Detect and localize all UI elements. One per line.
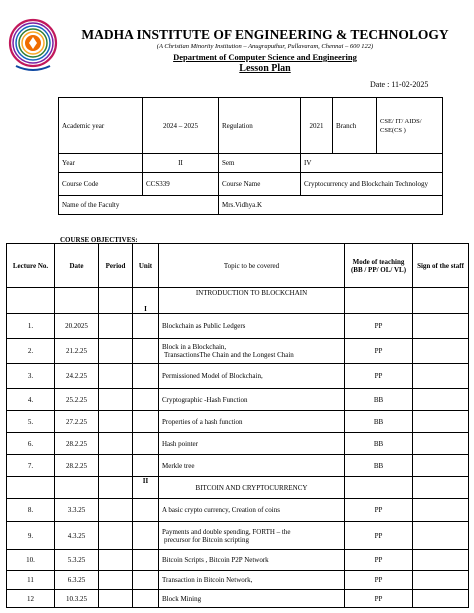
table-row: [7, 389, 469, 411]
topic-cell: Hash pointer: [159, 433, 345, 455]
unit-cell: [133, 433, 159, 455]
sign-cell: [413, 411, 469, 433]
topic-cell: Block in a Blockchain, TransactionsThe Chain and the Longest Chain: [159, 339, 345, 364]
lecture-no-cell: 3.: [7, 364, 55, 389]
col-topic: Topic to be covered: [159, 244, 345, 288]
lecture-no-cell: 9.: [7, 522, 55, 550]
mode-cell: BB: [345, 455, 413, 477]
unit-row: [7, 288, 469, 314]
unit-cell: [133, 522, 159, 550]
col-sign: Sign of the staff: [413, 244, 469, 288]
lecture-date-cell: 21.2.25: [55, 339, 99, 364]
mode-cell: PP: [345, 571, 413, 590]
mode-cell: BB: [345, 389, 413, 411]
sign-cell: [413, 571, 469, 590]
unit-number: II: [133, 477, 159, 499]
lecture-no-cell: 6.: [7, 433, 55, 455]
lecture-no-cell: 2.: [7, 339, 55, 364]
sign-cell: [413, 433, 469, 455]
unit-cell: [133, 455, 159, 477]
topic-cell: Merkle tree: [159, 455, 345, 477]
topic-cell: Bitcoin Scripts , Bitcoin P2P Network: [159, 550, 345, 571]
period-cell: [99, 411, 133, 433]
branch-value: CSE/ IT/ AIDS/ CSE(CS ): [377, 98, 443, 154]
course-info-table: [58, 97, 443, 215]
header-row: [7, 244, 469, 288]
year-value: II: [143, 154, 219, 173]
sem-label: Sem: [219, 154, 301, 173]
lecture-date-cell: 10.3.25: [55, 590, 99, 608]
lesson-plan-table: [6, 243, 469, 608]
period-cell: [99, 389, 133, 411]
regulation-label: Regulation: [219, 98, 301, 154]
lecture-no-cell: 8.: [7, 499, 55, 522]
unit-cell: [133, 389, 159, 411]
institute-name: MADHA INSTITUTE OF ENGINEERING & TECHNOLOGY: [81, 27, 449, 42]
unit-cell: [133, 314, 159, 339]
period-cell: [99, 571, 133, 590]
course-objectives-label: COURSE OBJECTIVES:: [60, 236, 138, 244]
col-mode: Mode of teaching (BB / PP/ OL/ VL): [345, 244, 413, 288]
topic-cell: Transaction in Bitcoin Network,: [159, 571, 345, 590]
lecture-no-cell: 12: [7, 590, 55, 608]
topic-cell: Cryptographic -Hash Function: [159, 389, 345, 411]
unit-cell: [133, 499, 159, 522]
lecture-date-cell: 4.3.25: [55, 522, 99, 550]
mode-cell: PP: [345, 364, 413, 389]
unit-cell: [133, 550, 159, 571]
sign-cell: [413, 550, 469, 571]
table-row: [7, 455, 469, 477]
mode-cell: PP: [345, 339, 413, 364]
sign-cell: [413, 522, 469, 550]
unit-title: BITCOIN AND CRYPTOCURRENCY: [159, 477, 345, 499]
lecture-date-cell: 6.3.25: [55, 571, 99, 590]
period-cell: [99, 499, 133, 522]
col-period: Period: [99, 244, 133, 288]
sign-cell: [413, 339, 469, 364]
academic-year-value: 2024 – 2025: [143, 98, 219, 154]
topic-cell: A basic crypto currency, Creation of coins: [159, 499, 345, 522]
table-row: [7, 499, 469, 522]
lecture-no-cell: 11: [7, 571, 55, 590]
period-cell: [99, 522, 133, 550]
mode-cell: PP: [345, 590, 413, 608]
unit-cell: [133, 590, 159, 608]
sign-cell: [413, 364, 469, 389]
lecture-date-cell: 5.3.25: [55, 550, 99, 571]
college-logo: [8, 16, 58, 74]
sem-value: IV: [301, 154, 443, 173]
topic-cell: Block Mining: [159, 590, 345, 608]
lecture-no-cell: 4.: [7, 389, 55, 411]
topic-cell: Payments and double spending, FORTH – the precursor for Bitcoin scripting: [159, 522, 345, 550]
lecture-no-cell: 10.: [7, 550, 55, 571]
lecture-no-cell: 7.: [7, 455, 55, 477]
sign-cell: [413, 499, 469, 522]
lecture-date-cell: 27.2.25: [55, 411, 99, 433]
table-row: [7, 364, 469, 389]
course-name-value: Cryptocurrency and Blockchain Technology: [301, 173, 443, 196]
mode-cell: PP: [345, 550, 413, 571]
regulation-value: 2021: [301, 98, 333, 154]
year-label: Year: [59, 154, 143, 173]
course-code-value: CCS339: [143, 173, 219, 196]
period-cell: [99, 590, 133, 608]
table-row: [7, 314, 469, 339]
course-code-label: Course Code: [59, 173, 143, 196]
table-row: [7, 571, 469, 590]
topic-cell: Blockchain as Public Ledgers: [159, 314, 345, 339]
lecture-date-cell: 20.2025: [55, 314, 99, 339]
col-unit: Unit: [133, 244, 159, 288]
unit-cell: [133, 571, 159, 590]
col-lecture: Lecture No.: [7, 244, 55, 288]
institute-subtitle: (A Christian Minority Institution – Anugraputhur, Pullavaram, Chennai – 600 122): [156, 43, 374, 50]
faculty-label: Name of the Faculty: [59, 196, 219, 215]
table-row: [7, 433, 469, 455]
sign-cell: [413, 590, 469, 608]
unit-title: INTRODUCTION TO BLOCKCHAIN: [159, 288, 345, 314]
lecture-date-cell: 25.2.25: [55, 389, 99, 411]
sign-cell: [413, 455, 469, 477]
lecture-date-cell: 28.2.25: [55, 455, 99, 477]
period-cell: [99, 339, 133, 364]
table-row: [7, 590, 469, 608]
course-name-label: Course Name: [219, 173, 301, 196]
lecture-no-cell: 1.: [7, 314, 55, 339]
unit-number: I: [133, 288, 159, 314]
period-cell: [99, 314, 133, 339]
mode-cell: BB: [345, 411, 413, 433]
unit-cell: [133, 364, 159, 389]
mode-cell: BB: [345, 433, 413, 455]
mode-cell: PP: [345, 314, 413, 339]
table-row: [7, 550, 469, 571]
department-name: Department of Computer Science and Engineering: [173, 52, 357, 62]
mode-cell: PP: [345, 522, 413, 550]
table-row: [7, 339, 469, 364]
document-date: Date : 11-02-2025: [370, 80, 429, 89]
lecture-date-cell: 24.2.25: [55, 364, 99, 389]
table-row: [7, 522, 469, 550]
topic-cell: Properties of a hash function: [159, 411, 345, 433]
lecture-date-cell: 28.2.25: [55, 433, 99, 455]
table-row: [7, 411, 469, 433]
branch-label: Branch: [333, 98, 377, 154]
period-cell: [99, 433, 133, 455]
faculty-value: Mrs.Vidhya.K: [219, 196, 443, 215]
mode-cell: PP: [345, 499, 413, 522]
document-title: Lesson Plan: [239, 63, 291, 74]
unit-cell: [133, 339, 159, 364]
col-date: Date: [55, 244, 99, 288]
academic-year-label: Academic year: [59, 98, 143, 154]
lecture-date-cell: 3.3.25: [55, 499, 99, 522]
period-cell: [99, 455, 133, 477]
sign-cell: [413, 389, 469, 411]
unit-cell: [133, 411, 159, 433]
topic-cell: Permissioned Model of Blockchain,: [159, 364, 345, 389]
period-cell: [99, 364, 133, 389]
sign-cell: [413, 314, 469, 339]
period-cell: [99, 550, 133, 571]
unit-row: [7, 477, 469, 499]
lecture-no-cell: 5.: [7, 411, 55, 433]
